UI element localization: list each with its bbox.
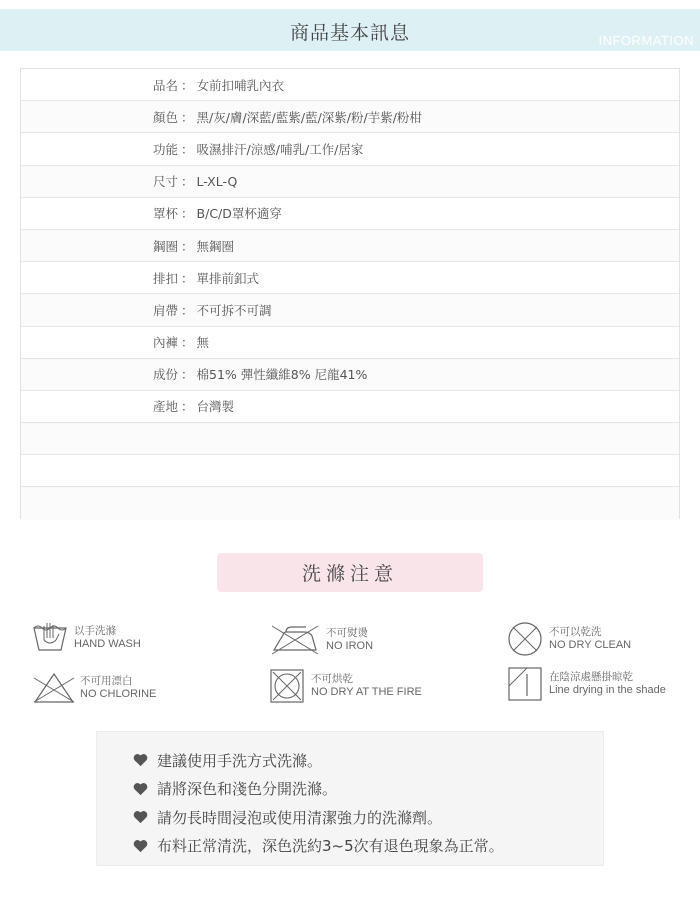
- spec-separator: ：: [181, 270, 194, 286]
- spec-separator: ：: [181, 174, 194, 190]
- spec-separator: ：: [181, 141, 194, 157]
- care-label-en: NO CHLORINE: [80, 688, 157, 700]
- care-label-en: NO DRY CLEAN: [549, 639, 632, 651]
- no-chlorine-icon: [32, 670, 76, 706]
- spec-value: 吸濕排汗/涼感/哺乳/工作/居家: [196, 141, 364, 157]
- spec-separator: ：: [181, 335, 194, 351]
- care-item-no-iron: [270, 622, 373, 658]
- spec-row: [21, 487, 679, 519]
- spec-row: [21, 230, 679, 262]
- care-label-zh: 不可以乾洗: [549, 626, 602, 638]
- no-dry-clean-icon: [507, 621, 543, 657]
- no-iron-icon: [270, 622, 320, 658]
- spec-label: 排扣: [153, 270, 179, 286]
- spec-separator: ：: [181, 399, 194, 415]
- section-subtitle-info: INFORMATION: [598, 33, 694, 48]
- wash-note-text: 請將深色和淺色分開洗滌。: [157, 780, 338, 799]
- section-title-wash: 洗滌注意: [217, 553, 483, 592]
- care-item-no-dry-clean: [507, 621, 631, 657]
- spec-row: [21, 133, 679, 165]
- wash-note: [133, 746, 603, 775]
- spec-separator: ：: [181, 238, 194, 254]
- spec-value: 單排前釦式: [196, 270, 260, 286]
- heart-icon: [133, 839, 148, 853]
- wash-note-text: 請勿長時間浸泡或使用清潔強力的洗滌劑。: [157, 808, 443, 827]
- spec-value: 不可拆不可調: [196, 302, 272, 318]
- spec-value: 台灣製: [196, 399, 235, 415]
- spec-label: 成份: [153, 367, 179, 383]
- spec-label: 罩杯: [153, 206, 179, 222]
- spec-separator: ：: [181, 302, 194, 318]
- wash-note: [133, 775, 603, 804]
- spec-value: L-XL-Q: [196, 173, 238, 189]
- spec-value: 無鋼圈: [196, 238, 235, 254]
- care-label-en: NO DRY AT THE FIRE: [311, 686, 422, 698]
- spec-row: [21, 423, 679, 455]
- spec-row: [21, 359, 679, 391]
- care-item-hand-wash: [32, 620, 141, 656]
- spec-row: [21, 455, 679, 487]
- spec-label: 產地: [153, 399, 179, 415]
- spec-row: [21, 327, 679, 359]
- spec-value: B/C/D罩杯適穿: [196, 206, 282, 222]
- spec-label: 顏色: [153, 109, 179, 125]
- spec-row: [21, 101, 679, 133]
- no-tumble-dry-icon: [269, 668, 305, 704]
- wash-note-text: 布料正常清洗，深色洗約3~5次有退色現象為正常。: [157, 837, 504, 856]
- care-label-en: Line drying in the shade: [549, 684, 666, 696]
- care-label-zh: 不可用漂白: [80, 675, 133, 687]
- line-dry-shade-icon: [507, 666, 543, 702]
- spec-separator: ：: [181, 109, 194, 125]
- spec-row: [21, 262, 679, 294]
- spec-separator: ：: [181, 206, 194, 222]
- spec-value: 無: [196, 335, 210, 351]
- section-title-info: 商品基本訊息: [289, 22, 410, 44]
- spec-label: 品名: [153, 77, 179, 93]
- spec-row: [21, 198, 679, 230]
- spec-row: [21, 69, 679, 101]
- spec-label: 功能: [153, 141, 179, 157]
- care-label-en: HAND WASH: [74, 638, 141, 650]
- care-label-zh: 以手洗滌: [74, 625, 116, 637]
- hand-wash-icon: [32, 620, 68, 656]
- spec-row: [21, 294, 679, 326]
- care-item-line-dry-shade: [507, 666, 666, 702]
- spec-label: 尺寸: [153, 174, 179, 190]
- spec-row: [21, 166, 679, 198]
- wash-note-text: 建議使用手洗方式洗滌。: [157, 751, 323, 770]
- heart-icon: [133, 810, 148, 824]
- care-item-no-chlorine: [32, 670, 156, 706]
- wash-note: [133, 803, 603, 832]
- care-label-zh: 不可烘乾: [311, 673, 353, 685]
- wash-notes-box: [96, 731, 604, 866]
- spec-label: 內褲: [153, 335, 179, 351]
- spec-value: 黑/灰/膚/深藍/藍紫/藍/深紫/粉/芋紫/粉柑: [196, 109, 422, 125]
- heart-icon: [133, 753, 148, 767]
- care-label-en: NO IRON: [326, 640, 374, 652]
- spec-row: [21, 391, 679, 423]
- heart-icon: [133, 782, 148, 796]
- spec-value: 女前扣哺乳內衣: [196, 77, 285, 93]
- care-item-no-tumble-dry: [269, 668, 422, 704]
- care-label-zh: 不可熨燙: [326, 627, 368, 639]
- spec-value: 棉51% 彈性纖維8% 尼龍41%: [196, 367, 368, 383]
- spec-table: [20, 68, 680, 519]
- spec-label: 鋼圈: [153, 238, 179, 254]
- spec-separator: ：: [181, 367, 194, 383]
- wash-note: [133, 832, 603, 861]
- spec-label: 肩帶: [153, 302, 179, 318]
- spec-separator: ：: [181, 77, 194, 93]
- care-label-zh: 在陰涼處懸掛晾乾: [549, 671, 633, 683]
